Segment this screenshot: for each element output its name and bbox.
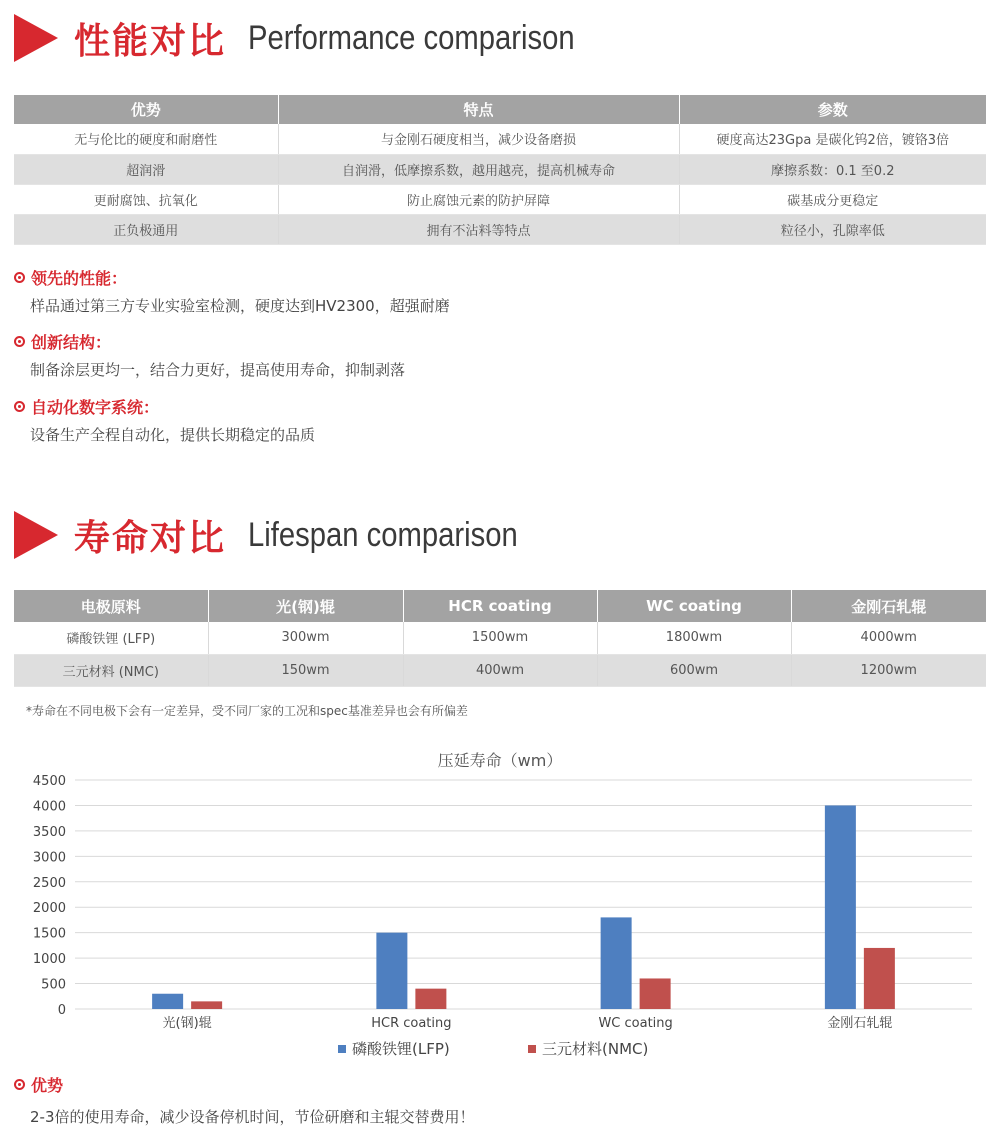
performance-title-cn: 性能对比 xyxy=(74,20,227,62)
table-cell: 防止腐蚀元素的防护屏障 xyxy=(278,184,679,214)
lifespan-note: *寿命在不同电极下会有一定差异，受不同厂家的工况和spec基准差异也会有所偏差 xyxy=(26,704,468,718)
lifespan-table xyxy=(14,590,986,687)
bar-nmc xyxy=(415,989,446,1009)
table-row xyxy=(14,124,986,154)
feature-desc: 样品通过第三方专业实验室检测，硬度达到HV2300，超强耐磨 xyxy=(30,297,450,315)
bullet-icon xyxy=(14,1079,25,1090)
table-cell: 粒径小，孔隙率低 xyxy=(679,214,986,244)
legend-label: 三元材料(NMC) xyxy=(542,1040,649,1058)
table-cell: 硬度高达23Gpa 是碳化钨2倍，镀铬3倍 xyxy=(679,124,986,154)
table-row xyxy=(14,214,986,244)
table-cell: 与金刚石硬度相当，减少设备磨损 xyxy=(278,124,679,154)
legend-label: 磷酸铁锂(LFP) xyxy=(352,1040,450,1058)
x-tick-label: 光(钢)辊 xyxy=(162,1016,212,1031)
table-row xyxy=(14,622,986,654)
header-cell: 金刚石轧辊 xyxy=(791,590,986,622)
x-tick-label: 金刚石轧辊 xyxy=(827,1016,893,1031)
feature-title: 领先的性能： xyxy=(31,269,128,288)
y-tick-label: 500 xyxy=(41,977,66,993)
header-cell: 电极原料 xyxy=(14,590,208,622)
feature-item xyxy=(14,266,450,316)
advantage-title: 优势 xyxy=(31,1076,64,1095)
feature-item xyxy=(14,395,315,445)
x-tick-label: HCR coating xyxy=(371,1016,452,1031)
bar-lfp xyxy=(376,933,407,1009)
performance-table-header xyxy=(14,95,986,124)
feature-title: 自动化数字系统： xyxy=(31,398,160,417)
y-tick-label: 3000 xyxy=(32,850,66,866)
performance-section-header xyxy=(14,8,628,68)
table-row xyxy=(14,654,986,686)
header-cell: 参数 xyxy=(679,95,986,124)
table-cell: 超润滑 xyxy=(14,154,278,184)
y-tick-label: 2500 xyxy=(32,875,66,891)
header-cell: 光(钢)辊 xyxy=(208,590,403,622)
bullet-icon xyxy=(14,272,25,283)
table-cell: 1200wm xyxy=(791,654,986,686)
legend-swatch xyxy=(338,1045,346,1053)
table-cell: 三元材料 (NMC) xyxy=(14,654,208,686)
header-cell: HCR coating xyxy=(403,590,597,622)
advantage-desc: 2-3倍的使用寿命，减少设备停机时间，节俭研磨和主辊交替费用！ xyxy=(30,1108,475,1126)
table-cell: 1500wm xyxy=(403,622,597,654)
table-cell: 碳基成分更稳定 xyxy=(679,184,986,214)
bullet-icon xyxy=(14,336,25,347)
table-cell: 300wm xyxy=(208,622,403,654)
table-row xyxy=(14,154,986,184)
table-cell: 600wm xyxy=(597,654,791,686)
chart-title: 压延寿命（wm） xyxy=(437,751,563,770)
lifespan-section-header xyxy=(14,505,562,565)
y-tick-label: 3500 xyxy=(32,824,66,840)
table-cell: 拥有不沾料等特点 xyxy=(278,214,679,244)
table-row xyxy=(14,184,986,214)
feature-desc: 设备生产全程自动化，提供长期稳定的品质 xyxy=(30,426,316,444)
table-cell: 1800wm xyxy=(597,622,791,654)
table-cell: 4000wm xyxy=(791,622,986,654)
performance-title-en: Performance comparison xyxy=(248,18,575,57)
bar-nmc xyxy=(864,948,895,1009)
table-cell: 自润滑，低摩擦系数，越用越亮，提高机械寿命 xyxy=(278,154,679,184)
y-tick-label: 4500 xyxy=(32,774,66,789)
table-cell: 400wm xyxy=(403,654,597,686)
feature-item xyxy=(14,330,405,380)
y-tick-label: 4000 xyxy=(32,799,66,815)
lifespan-title-cn: 寿命对比 xyxy=(74,517,227,559)
table-cell: 150wm xyxy=(208,654,403,686)
lifespan-bar-chart xyxy=(0,740,1000,1070)
table-cell: 正负极通用 xyxy=(14,214,278,244)
bullet-icon xyxy=(14,401,25,412)
bar-lfp xyxy=(152,994,183,1009)
lifespan-table-header xyxy=(14,590,986,622)
header-cell: 特点 xyxy=(278,95,679,124)
bar-nmc xyxy=(640,978,671,1009)
table-cell: 更耐腐蚀、抗氧化 xyxy=(14,184,278,214)
feature-title: 创新结构： xyxy=(31,333,112,352)
performance-table xyxy=(14,95,986,245)
table-cell: 磷酸铁锂 (LFP) xyxy=(14,622,208,654)
advantage-item xyxy=(14,1073,475,1127)
table-cell: 无与伦比的硬度和耐磨性 xyxy=(14,124,278,154)
x-tick-label: WC coating xyxy=(598,1016,673,1031)
bar-nmc xyxy=(191,1001,222,1009)
play-triangle-icon xyxy=(14,14,58,62)
bar-lfp xyxy=(601,917,632,1009)
bar-lfp xyxy=(825,805,856,1009)
y-tick-label: 2000 xyxy=(32,901,66,917)
y-tick-label: 1000 xyxy=(32,952,66,968)
y-tick-label: 1500 xyxy=(32,926,66,942)
y-tick-label: 0 xyxy=(57,1003,66,1018)
play-triangle-icon xyxy=(14,511,58,559)
table-cell: 摩擦系数：0.1 至0.2 xyxy=(679,154,986,184)
feature-desc: 制备涂层更均一，结合力更好，提高使用寿命，抑制剥落 xyxy=(30,361,406,379)
header-cell: 优势 xyxy=(14,95,278,124)
lifespan-title-en: Lifespan comparison xyxy=(248,515,518,554)
legend-swatch xyxy=(528,1045,536,1053)
header-cell: WC coating xyxy=(597,590,791,622)
